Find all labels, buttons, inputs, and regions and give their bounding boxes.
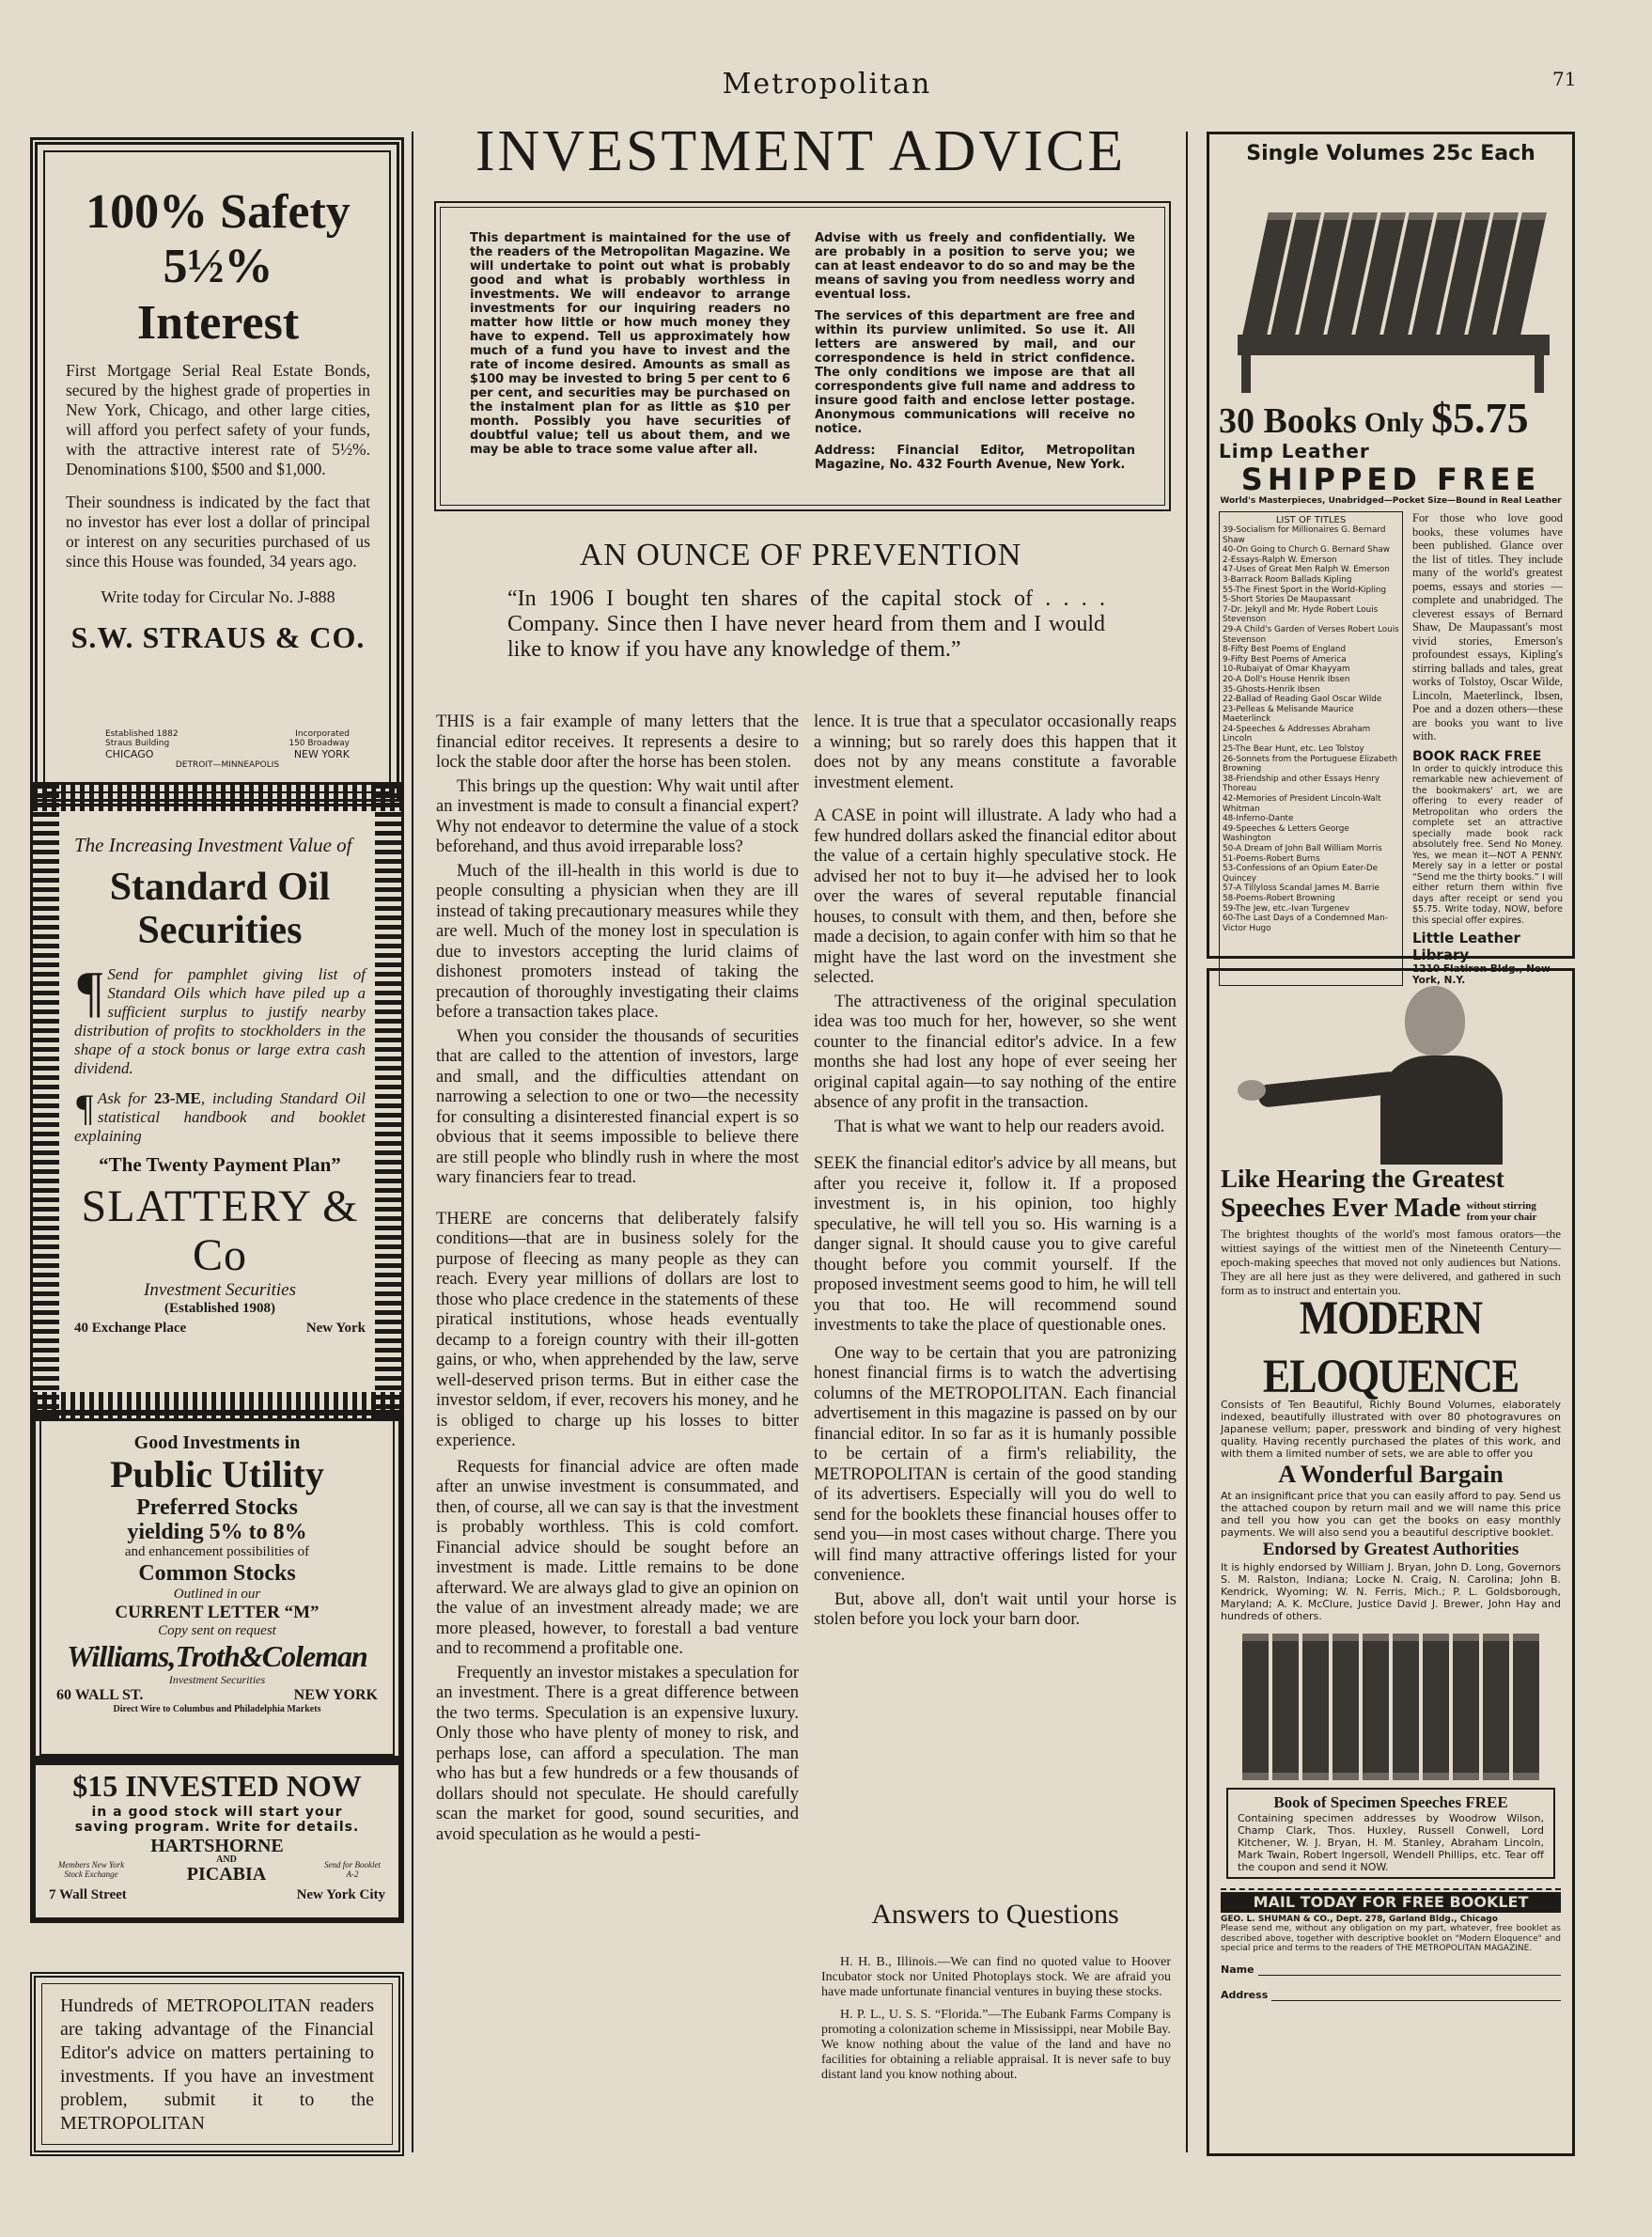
hartshorne-members: Members New York Stock Exchange [57, 1860, 125, 1879]
title-list-item: 25-The Bear Hunt, etc. Leo Tolstoy [1223, 744, 1364, 755]
eloquence-headline2: Speeches Ever Made [1221, 1193, 1461, 1223]
title-list [1223, 525, 1399, 933]
eloquence-intro: The brightest thoughts of the world's most famous orators—the wittiest sayings of the wittiest men of the Nineteenth Century—epoch-making speeches that moved not only audiences but Nations. They are all here just as they were delivered, and gathered in such form as to instruct and entertain you. [1221, 1227, 1561, 1297]
hartshorne-ad [30, 1756, 404, 1923]
coupon[interactable] [1221, 1888, 1561, 2001]
straus-incorporated: Incorporated [295, 729, 350, 739]
article-col1-p1: THIS is a fair example of many letters that the financial editor receives. It represents a desire to lock the stable door after the horse has been stolen. [436, 712, 799, 772]
hartshorne-mid [49, 1855, 385, 1884]
hundreds-text: Hundreds of METROPOLITAN readers are taking advantage of the Financial Editor's advice on matters pertaining to investments. If you have an investment problem, submit it to the METROPOLITAN [60, 1995, 374, 2134]
title-list-item: 49-Speeches & Letters George Washington [1223, 823, 1349, 844]
eloquence-consists: Consists of Ten Beautiful, Richly Bound Volumes, elaborately indexed, beautifully illustrated with over 80 photogravures on Japanese vellum; paper, presswork and binding of very highest quality. Having recently purchased the plates of this work, and with them a limited number of sets, we are able to offer you [1221, 1399, 1561, 1460]
slattery-sub: Investment Securities [144, 1280, 296, 1300]
article-col1-p2: This brings up the question: Why wait until after an investment is made to consult a financial expert? Why not endeavor to determine the value of a stock beforehand, and thus avoid irreparable loss? [436, 776, 799, 856]
article-col2-p1: lence. It is true that a speculator occasionally reaps a winning; but so rarely does this happen that it does not by any means constitute a favorable investment element. [814, 712, 1177, 792]
library-ad [1207, 132, 1575, 986]
williams-enhancement: and enhancement possibilities of [124, 1544, 310, 1559]
williams-common: Common Stocks [138, 1561, 296, 1586]
running-header: Metropolitan [722, 68, 932, 101]
title-list-item: 7-Dr. Jekyll and Mr. Hyde Robert Louis Stevenson [1223, 604, 1379, 625]
hartshorne-booklet: Send for Booklet A-2 [323, 1860, 381, 1879]
volumes-illustration [1221, 1634, 1561, 1780]
answer-item: H. P. L., U. S. S. “Florida.”—The Eubank Farms Company is promoting a colonization scheme in Mississippi, near Mobile Bay. We know nothing about the value of the land and have no facilities for obtaining a reliable appraisal. It is never safe to buy distant land you know nothing about. [821, 2008, 1171, 2082]
title-list-item: 58-Poems-Robert Browning [1223, 893, 1335, 903]
title-list-item: 23-Pelleas & Melisande Maurice Maeterlinck [1223, 704, 1354, 725]
title-list-item: 29-A Child's Garden of Verses Robert Louis Stevenson [1223, 624, 1399, 645]
williams-address-line [53, 1687, 382, 1704]
coupon-address-field[interactable] [1271, 1989, 1561, 2001]
title-list-item: 35-Ghosts-Henrik Ibsen [1223, 684, 1320, 695]
williams-city: NEW YORK [293, 1687, 378, 1703]
straus-city-chicago: CHICAGO [105, 748, 154, 760]
info-box-right3: Address: Financial Editor, Metropolitan Magazine, No. 432 Fourth Avenue, New York. [815, 444, 1135, 472]
slattery-address-line [74, 1321, 366, 1337]
article-col1-p7: Frequently an investor mistakes a speculation for an investment. There is a great difference between the two terms. Speculation is an expensive luxury. Only those who have plenty of money to risk, and perhaps lose, can afford a speculation. The man who has but a few hundreds or a few thousands of dollars should not speculate. He should carefully scan the market for good, sound securities, and avoid speculation as he would a pesti- [436, 1663, 799, 1844]
library-shipped: SHIPPED FREE [1240, 461, 1541, 497]
article-col2-p7: But, above all, don't wait until your horse is stolen before you lock your barn door. [814, 1589, 1177, 1629]
eloquence-endorsed: Endorsed by Greatest Authorities [1262, 1540, 1520, 1559]
hartshorne-address: 7 Wall Street [49, 1887, 127, 1902]
title-list-item: 26-Sonnets from the Portuguese Elizabeth Browning [1223, 754, 1398, 774]
coupon-address: GEO. L. SHUMAN & CO., Dept. 278, Garland Bldg., Chicago [1221, 1915, 1498, 1924]
book-rack-illustration [1219, 175, 1563, 397]
title-list-item: 55-The Finest Sport in the World-Kipling [1223, 585, 1387, 595]
library-books: 30 Books [1219, 401, 1357, 441]
straus-body2: Their soundness is indicated by the fact that no investor has ever lost a dollar of principal or interest on any securities purchased of us since this House was founded, 34 years ago. [66, 493, 370, 571]
article-quote: “In 1906 I bought ten shares of the capital stock of . . . . Company. Since then I have never heard from them and I would like to know if you have any knowledge of them.” [507, 587, 1105, 662]
article-subtitle: AN OUNCE OF PREVENTION [579, 538, 1022, 572]
article-col2-p2: A CASE in point will illustrate. A lady who had a few hundred dollars asked the financial editor about the value of a certain highly speculative stock. He advised her not to buy it—he advised her to look over the wares of several reputable financial houses, to consult with them, and then, before she made a decision, to again confer with him so that he might have the last word on the investment she selected. [814, 806, 1177, 987]
eloquence-ad [1207, 968, 1575, 2156]
info-box-right1: Advise with us freely and confidentially. We are probably in a position to serve you; we can at least endeavor to do so and may be the means of saving you from needless worry and eventual loss. [815, 231, 1135, 302]
article-col2-p3: The attractiveness of the original speculation idea was too much for her, however, so she went counter to the financial editor's advice. In a few months she had lost any hope of ever seeing her original capital again—to say nothing of the entire absence of any profit in the transaction. [814, 992, 1177, 1112]
library-list-title: LIST OF TITLES [1275, 515, 1347, 525]
title-list-item: 47-Uses of Great Men Ralph W. Emerson [1223, 565, 1390, 575]
column-rule-left [412, 132, 413, 2152]
coupon-mail-banner: MAIL TODAY FOR FREE BOOKLET [1221, 1892, 1561, 1913]
williams-title: Public Utility [110, 1453, 324, 1495]
straus-established: Established 1882 [105, 729, 179, 739]
title-list-item: 24-Speeches & Addresses Abraham Lincoln [1223, 724, 1371, 744]
title-list-item: 10-Rubaiyat of Omar Khayyam [1223, 665, 1350, 675]
williams-ad [30, 1410, 404, 1765]
orator-illustration [1221, 977, 1561, 1165]
straus-company-logo: S.W. STRAUS & CO. [70, 620, 366, 654]
williams-wire: Direct Wire to Columbus and Philadelphia Markets [113, 1704, 321, 1714]
slattery-title2: Securities [137, 909, 303, 952]
eloquence-without: without stirring from your chair [1466, 1200, 1537, 1223]
title-list-item: 38-Friendship and other Essays Henry Thoreau [1223, 774, 1380, 794]
title-list-item: 57-A Tillyloss Scandal James M. Barrie [1223, 884, 1379, 894]
eloquence-bargain-text: At an insignificant price that you can easily afford to pay. Send us the attached coupon by return mail and we will name this price and tell you how you can get the books on easy monthly payments. We will also send you a beautiful descriptive booklet. [1221, 1490, 1561, 1539]
title-list-item: 48-Inferno-Dante [1223, 814, 1294, 824]
straus-ad [30, 137, 404, 806]
article-column-1 [436, 712, 799, 2160]
williams-yielding: yielding 5% to 8% [127, 1520, 307, 1544]
slattery-title1: Standard Oil [109, 866, 331, 909]
library-rack-title: BOOK RACK FREE [1412, 748, 1542, 764]
library-side-text: For those who love good books, these volumes have been published. Glance over the list of titles. They include many of the world's greatest poems, essays and stories — complete and unabridged. The cleverest essays of Bernard Shaw, De Maupassant's most vivid stories, Emerson's profoundest essays, Kipling's stirring ballads and tales, great works of Tolstoy, Oscar Wilde, Lincoln, Maeterlinck, Ibsen, Poe and a dozen others—these are books you want to live with. [1412, 511, 1563, 743]
orator-body [1380, 1056, 1503, 1165]
williams-sub: Investment Securities [168, 1673, 266, 1686]
coupon-name-field[interactable] [1258, 1963, 1561, 1976]
specimen-title: Book of Specimen Speeches FREE [1273, 1793, 1508, 1811]
library-title-list [1219, 511, 1403, 986]
info-box-left: This department is maintained for the use of the readers of the Metropolitan Magazine. We will undertake to point out what is probably good and what is probably worthless in investments. We will endeavor to arrange investments for our inquiring readers no matter how little or how much money they have to expend. Tell us approximately how much of a fund you have to invest and the rate of income desired. Amounts as small as $100 may be invested to bring 5 per cent to 6 per cent, and securities may be purchased on the instalment plan for as little as $10 per month. Possibly you have securities of doubtful value; tell us about them, and we may be able to trace some value after all. [470, 231, 790, 457]
hartshorne-line: in a good stock will start your saving program. Write for details. [74, 1805, 360, 1835]
eloquence-headline2-line [1221, 1193, 1561, 1223]
title-list-item: 60-The Last Days of a Condemned Man-Victor Hugo [1223, 914, 1388, 933]
slattery-ask [74, 1089, 366, 1146]
coupon-address-label: Address [1221, 1988, 1269, 2001]
column-rule-right [1186, 132, 1188, 2152]
slattery-established: (Established 1908) [164, 1301, 275, 1316]
title-list-item: 2-Essays-Ralph W. Emerson [1223, 555, 1337, 565]
title-list-item: 59-The Jew, etc.-Ivan Turgenev [1223, 903, 1350, 914]
straus-other-cities: DETROIT—MINNEAPOLIS [175, 760, 280, 770]
straus-address-chicago: Straus Building [105, 739, 170, 748]
coupon-name-row[interactable] [1221, 1963, 1561, 1976]
straus-interest: Interest [136, 296, 300, 350]
title-list-item: 50-A Dream of John Ball William Morris [1223, 844, 1382, 853]
library-title: Single Volumes 25c Each [1246, 142, 1535, 165]
orator-hand [1238, 1080, 1266, 1101]
title-list-item: 8-Fifty Best Poems of England [1223, 645, 1347, 655]
article-col2-p6: One way to be certain that you are patronizing honest financial firms is to watch the advertising columns of the METROPOLITAN. Each financial advertisement in this magazine is passed on by our financial editor. In so far as it is humanly possible to be certain of a firm's reliability, the METROPOLITAN is certain of the good standing of its advertisers. Especially will you do well to send for the booklets these financial houses offer to send you—in most cases without charge. There you will find many attractive offerings listed for your convenience. [814, 1343, 1177, 1585]
library-rack-text: In order to quickly introduce this remarkable new achievement of the bookmakers' art, we are offering to every reader of Metropolitan who orders the complete set an attractive specially made book rack absolutely free. Send No Money. Yes, we mean it—NOT A PENNY. Merely say in a letter or postal “Send me the thirty books.” I will either return them within five days after receipt or send you $5.75. Write today, NOW, before this special offer expires. [1412, 763, 1563, 926]
title-list-item: 5-Short Stories De Maupassant [1223, 595, 1351, 605]
hartshorne-title: $15 INVESTED NOW [72, 1769, 362, 1803]
rack-base [1238, 335, 1550, 355]
hartshorne-name2: PICABIA [186, 1864, 267, 1885]
slattery-pilcrow-icon: ¶ [74, 961, 104, 1023]
hartshorne-name1: HARTSHORNE [150, 1836, 284, 1856]
williams-logo: Williams,Troth&Coleman [67, 1639, 367, 1673]
slattery-city: New York [305, 1321, 366, 1336]
straus-rate: 5½% [163, 240, 273, 293]
specimen-text: Containing specimen addresses by Woodrow Wilson, Champ Clark, Thos. Huxley, Russell Conwell, Lord Kitchener, W. J. Bryan, H. M. Stanley, Abraham Lincoln, Mark Twain, Robert Ingersoll, Wendell Phillips, etc. Tear off the coupon and send it NOW. [1238, 1812, 1544, 1873]
article-col1-p3: Much of the ill-health in this world is due to people consulting a physician when they are ill instead of taking precautionary measures while they are well. Much of the money lost in speculation is due to investors accepting the lurid claims of dishonest promoters instead of taking the precaution of thoroughly investigating their claims before a transaction takes place. [436, 861, 799, 1022]
title-list-item: 20-A Doll's House Henrik Ibsen [1223, 674, 1350, 684]
slattery-ask-pre: Ask for [97, 1089, 154, 1107]
straus-addresses [105, 729, 350, 770]
article-col2-p4: That is what we want to help our readers avoid. [834, 1117, 1165, 1136]
williams-pref: Preferred Stocks [136, 1495, 298, 1520]
article-column-2 [814, 712, 1177, 1906]
title-list-item: 3-Barrack Room Ballads Kipling [1223, 574, 1352, 585]
title-list-item: 22-Ballad of Reading Gaol Oscar Wilde [1223, 695, 1382, 705]
answer-item: H. H. B., Illinois.—We can find no quoted value to Hoover Incubator stock nor United Photoplays stock. We are afraid you have made unfortunate financial ventures in buying these stocks. [821, 1955, 1171, 1999]
orator-head [1405, 986, 1465, 1056]
slattery-ad [30, 782, 404, 1421]
article-title: INVESTMENT ADVICE [475, 119, 1127, 183]
books-row [1231, 212, 1556, 344]
library-binding: Limp Leather [1219, 440, 1370, 462]
answers-title: Answers to Questions [871, 1899, 1119, 1930]
library-tagline: World's Masterpieces, Unabridged—Pocket Size—Bound in Real Leather [1220, 496, 1562, 506]
article-col2-p5: SEEK the financial editor's advice by all means, but after you receive it, follow it. If a proposed investment is, in his opinion, too highly speculative, he will tell you so. His warning is a danger signal. It should cause you to give careful thought before you commit yourself. If the proposed investment seems good to him, he will tell you that too. He will recommend sound investments to take the place of questionable ones. [814, 1154, 1177, 1335]
coupon-text: Please send me, without any obligation on my part, whatever, free booklet as described above, together with descriptive booklet on "Modern Eloquence" and special price and terms to the readers of THE METROPOLITAN MAGAZINE. [1221, 1924, 1561, 1953]
williams-good: Good Investments in [133, 1432, 301, 1453]
williams-copy: Copy sent on request [158, 1623, 276, 1638]
title-list-item: 42-Memories of President Lincoln-Walt Whitman [1223, 794, 1381, 814]
page-number: 71 [1552, 68, 1577, 90]
straus-headline: 100% Safety [86, 185, 351, 239]
hartshorne-city: New York City [296, 1887, 385, 1902]
slattery-logo: SLATTERY & Co [81, 1181, 359, 1280]
slattery-plan: “The Twenty Payment Plan” [99, 1153, 341, 1176]
straus-circular: Write today for Circular No. J-888 [101, 587, 335, 606]
williams-outlined: Outlined in our [173, 1587, 261, 1602]
article-col1-p5: THERE are concerns that deliberately falsify conditions—that are in business solely for the purpose of fleecing as many people as they can reach. Every year millions of dollars are lost to those who place credence in the statements of these piratical institutions, whose heads eventually decamp to a foreign country with their ill-gotten gains, or who, when apprehended by the law, serve well-deserved prison terms. But in either case the investor seldom, if ever, recovers his money, and he is obliged to charge up his losses to bitter experience. [436, 1209, 799, 1450]
slattery-border-left [33, 785, 59, 1418]
straus-address-newyork: 150 Broadway [288, 739, 350, 748]
slattery-send-text: Send for pamphlet giving list of Standard Oils which have piled up a sufficient surplus to justify nearby distribution of profits to stockholders in the shape of a stock bonus or large extra cash dividend. [74, 965, 366, 1077]
slattery-border-right [375, 785, 401, 1418]
specimen-box [1226, 1788, 1555, 1879]
slattery-ask-code: 23-ME [153, 1089, 201, 1107]
answers-list [821, 1955, 1171, 2152]
title-list-item: 40-On Going to Church G. Bernard Shaw [1223, 545, 1390, 555]
title-list-item: 39-Socialism for Millionaires G. Bernard Shaw [1223, 525, 1386, 545]
title-list-item: 9-Fifty Best Poems of America [1223, 654, 1347, 665]
orator-arm [1257, 1071, 1400, 1108]
slattery-intro: The Increasing Investment Value of [74, 834, 352, 856]
straus-body: First Mortgage Serial Real Estate Bonds, secured by the highest grade of properties in New York, Chicago, and other large cities, will afford you perfect safety of your funds, with the attractive interest rate of 5½%. Denominations $100, $500 and $1,000. [66, 361, 370, 478]
coupon-name-label: Name [1221, 1963, 1255, 1976]
eloquence-endorsed-text: It is highly endorsed by William J. Bryan, John D. Long, Governors S. M. Ralston, Indiana; Locke N. Craig, N. Carolina; John B. Kendrick, Wyoming; W. N. Ferris, Mich.; P. L. Goldsborough, Maryland; A. K. McClure, Justice David J. Brewer, John Hay and hundreds of others. [1221, 1561, 1561, 1622]
coupon-address-row[interactable] [1221, 1989, 1561, 2001]
library-company: Little Leather Library [1412, 930, 1520, 963]
eloquence-headline1: Like Hearing the Greatest [1221, 1165, 1504, 1193]
hartshorne-address-line [49, 1887, 385, 1903]
slattery-ask-post: , including Standard Oil statistical handbook and booklet explaining [74, 1089, 366, 1145]
slattery-send [74, 961, 366, 1078]
library-address: 1210 Flatiron Bldg., New York, N.Y. [1412, 963, 1551, 986]
title-list-item: 51-Poems-Robert Burns [1223, 853, 1320, 864]
article-col1-p4: When you consider the thousands of securities that are called to the attention of investors, large and small, and the difficulties attendant on narrowing a selection to one or two—the necessity for consulting a disinterested financial expert is so obvious that it seems impossible to believe there are still people who blindly rush in where the most wary financiers fear to tread. [436, 1026, 799, 1187]
article-info-box [434, 201, 1171, 511]
williams-letter: CURRENT LETTER “M” [115, 1603, 319, 1622]
eloquence-bargain: A Wonderful Bargain [1278, 1461, 1504, 1488]
hartshorne-and: AND [216, 1854, 237, 1865]
slattery-address: 40 Exchange Place [74, 1321, 187, 1336]
straus-city-newyork: NEW YORK [293, 748, 350, 760]
library-price: $5.75 [1431, 394, 1529, 442]
hundreds-box [30, 1972, 404, 2156]
library-offer-line [1219, 394, 1563, 442]
library-only: Only [1364, 407, 1425, 438]
slattery-pilcrow2-icon: ¶ [74, 1087, 94, 1129]
article-col1-p6: Requests for financial advice are often made after an unwise investment is consummated, and then, of course, all we can say is that the investment is probably worthless. This is cold comfort. Financial advice should be sought before an investment is made. Little remains to be done afterward. We are always glad to give an opinion on the value of an investment already made; we are more pleased, however, to forestall a bad venture and to recommend a profitable one. [436, 1457, 799, 1658]
williams-address: 60 WALL ST. [56, 1687, 144, 1703]
slattery-border-top [33, 785, 401, 811]
title-list-item: 53-Confessions of an Opium Eater-De Quincey [1223, 864, 1379, 884]
eloquence-title: MODERN ELOQUENCE [1262, 1291, 1520, 1403]
info-box-right2: The services of this department are free and within its purview unlimited. So use it. All letters are answered by mail, and our correspondence is held in strict confidence. The only conditions we impose are that all correspondents give full name and address to insure good faith and enclose letter postage. Anonymous communications will receive no notice. [815, 309, 1135, 436]
